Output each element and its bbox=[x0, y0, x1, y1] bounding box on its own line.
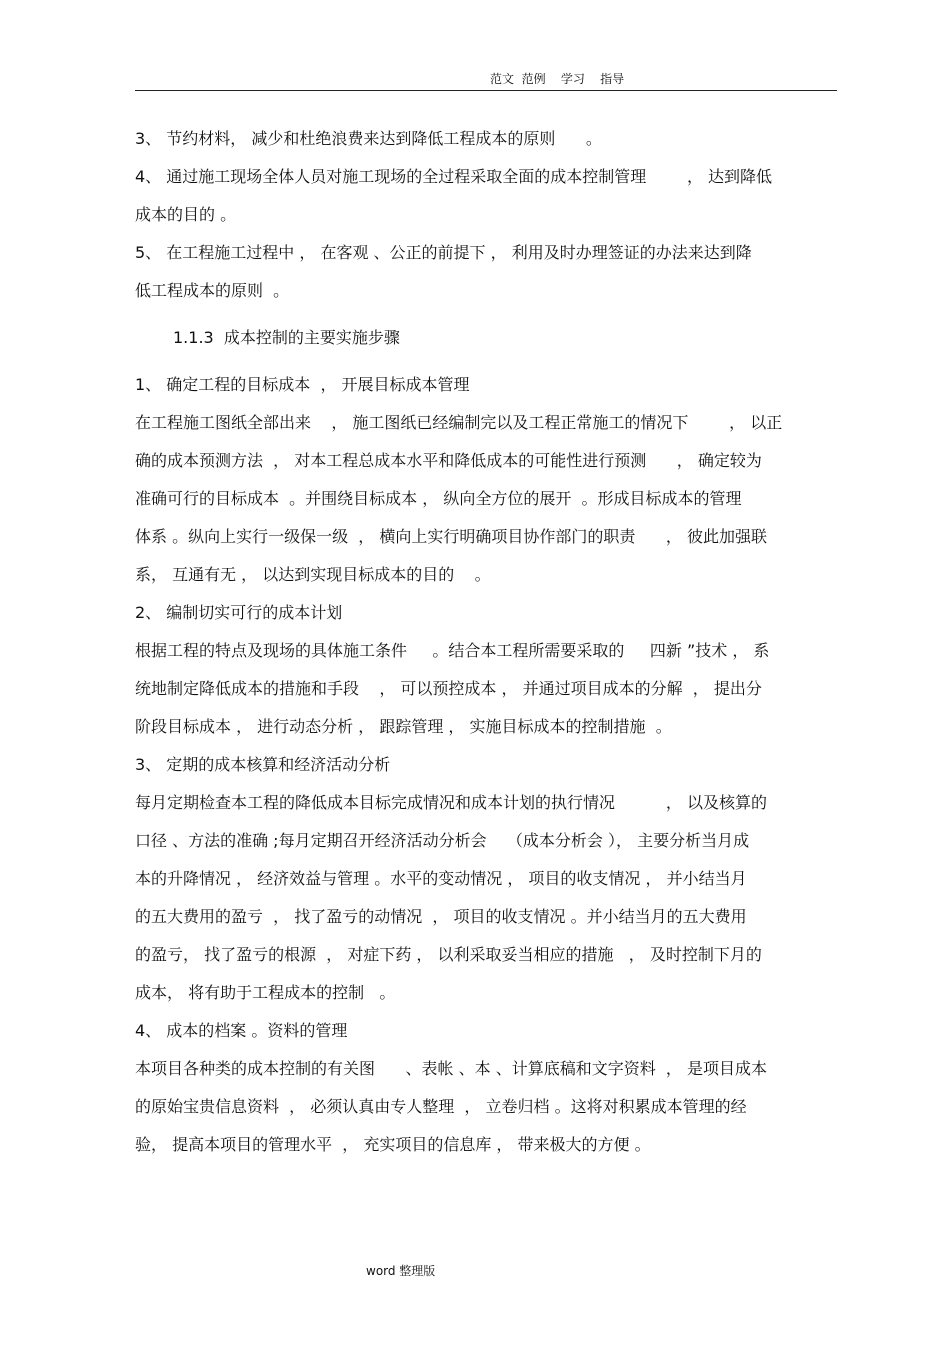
text-line: 统地制定降低成本的措施和手段 ， 可以预控成本 ， 并通过项目成本的分解 ， 提出分 bbox=[135, 679, 762, 698]
document-body bbox=[135, 120, 837, 1164]
text-line: 3、 节约材料， 减少和杜绝浪费来达到降低工程成本的原则 。 bbox=[135, 129, 602, 148]
text-line: 的盈亏， 找了盈亏的根源 ， 对症下药 ， 以利采取妥当相应的措施 ， 及时控制下月的 bbox=[135, 945, 762, 964]
text-line: 阶段目标成本 ， 进行动态分析 ， 跟踪管理 ， 实施目标成本的控制措施 。 bbox=[135, 717, 672, 736]
text-line: 2、 编制切实可行的成本计划 bbox=[135, 603, 343, 622]
page-footer: word 整理版 bbox=[366, 1264, 436, 1278]
text-line: 4、 通过施工现场全体人员对施工现场的全过程采取全面的成本控制管理 ， 达到降低 bbox=[135, 167, 773, 186]
text-line: 体系 。纵向上实行一级保一级 ， 横向上实行明确项目协作部门的职责 ， 彼此加强联 bbox=[135, 527, 767, 546]
text-line: 5、 在工程施工过程中 ， 在客观 、公正的前提下 ， 利用及时办理签证的办法来达到降 bbox=[135, 243, 752, 262]
text-line: 成本， 将有助于工程成本的控制 。 bbox=[135, 983, 396, 1002]
section-heading: 1.1.3 成本控制的主要实施步骤 bbox=[173, 328, 400, 347]
text-line: 的原始宝贵信息资料 ， 必须认真由专人整理 ， 立卷归档 。这将对积累成本管理的经 bbox=[135, 1097, 747, 1116]
text-line: 低工程成本的原则 。 bbox=[135, 281, 290, 300]
text-line: 成本的目的 。 bbox=[135, 205, 237, 224]
text-line: 系， 互通有无 ， 以达到实现目标成本的目的 。 bbox=[135, 565, 491, 584]
text-line: 3、 定期的成本核算和经济活动分析 bbox=[135, 755, 391, 774]
header-text: 范文 范例 学习 指导 bbox=[490, 72, 625, 86]
text-line: 4、 成本的档案 。资料的管理 bbox=[135, 1021, 348, 1040]
text-line: 本项目各种类的成本控制的有关图 、表帐 、本 、计算底稿和文字资料 ， 是项目成本 bbox=[135, 1059, 767, 1078]
text-line: 本的升降情况 ， 经济效益与管理 。水平的变动情况 ， 项目的收支情况 ， 并小结当月 bbox=[135, 869, 747, 888]
text-line: 在工程施工图纸全部出来 ， 施工图纸已经编制完以及工程正常施工的情况下 ， 以正 bbox=[135, 413, 783, 432]
page-header bbox=[135, 66, 837, 91]
text-line: 1、 确定工程的目标成本 ， 开展目标成本管理 bbox=[135, 375, 470, 394]
text-line: 验， 提高本项目的管理水平 ， 充实项目的信息库 ， 带来极大的方便 。 bbox=[135, 1135, 651, 1154]
text-line: 口径 、方法的准确 ;每月定期召开经济活动分析会 （成本分析会 ）， 主要分析当月成 bbox=[135, 831, 750, 850]
text-line: 准确可行的目标成本 。并围绕目标成本 ， 纵向全方位的展开 。形成目标成本的管理 bbox=[135, 489, 742, 508]
text-line: 根据工程的特点及现场的具体施工条件 。结合本工程所需要采取的 四新 ”技术 ， 系 bbox=[135, 641, 770, 660]
text-line: 的五大费用的盈亏 ， 找了盈亏的动情况 ， 项目的收支情况 。并小结当月的五大费用 bbox=[135, 907, 747, 926]
text-line: 每月定期检查本工程的降低成本目标完成情况和成本计划的执行情况 ， 以及核算的 bbox=[135, 793, 767, 812]
text-line: 确的成本预测方法 ， 对本工程总成本水平和降低成本的可能性进行预测 ， 确定较为 bbox=[135, 451, 762, 470]
